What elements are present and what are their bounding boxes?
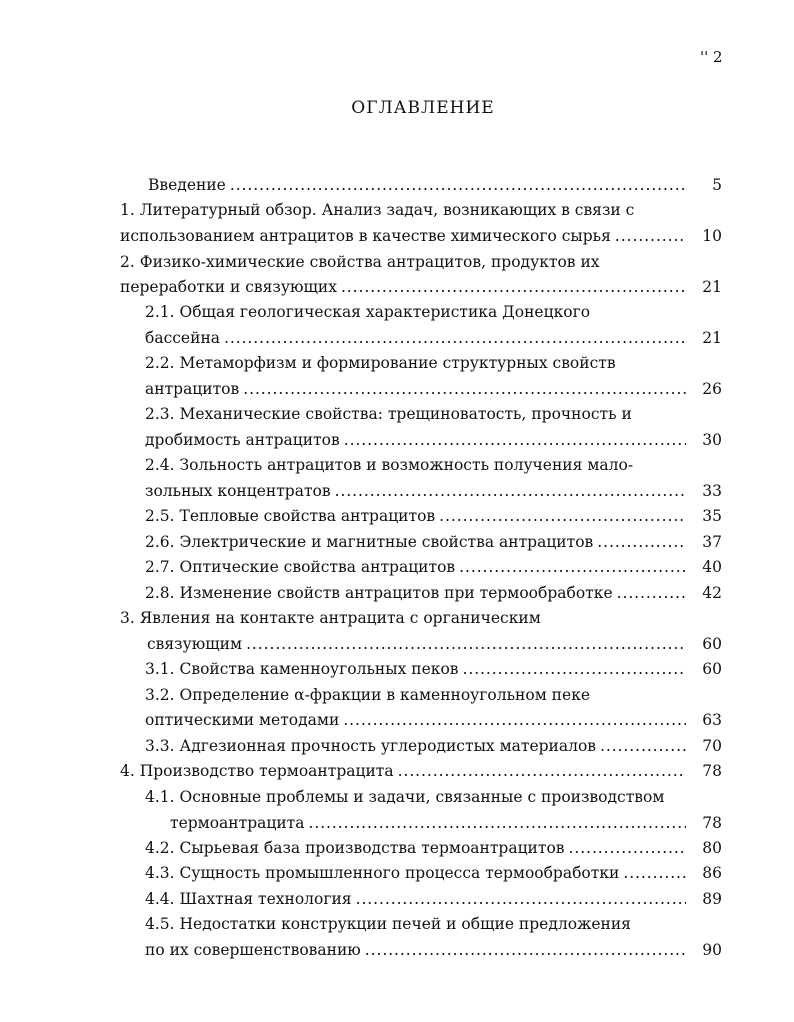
toc-leader-dots — [243, 376, 686, 402]
toc-leader-dots — [335, 478, 686, 504]
toc-leader-dots — [224, 325, 686, 351]
toc-page-number: 5 — [712, 176, 722, 194]
toc-entry-text: термоантрацита — [170, 814, 305, 832]
toc-entry-text: использованием антрацитов в качестве химического сырья — [120, 227, 611, 245]
toc-leader-dots — [600, 733, 686, 759]
toc-entry-text: 1. Литературный обзор. Анализ задач, возникающих в связи с — [120, 201, 635, 219]
toc-entry-text: 4.5. Недостатки конструкции печей и общие предложения — [145, 915, 631, 933]
toc-entry-text: 4.4. Шахтная технология — [145, 890, 352, 908]
toc-entry-text: 2.2. Метаморфизм и формирование структурных свойств — [145, 354, 616, 372]
toc-entry-text: оптическими методами — [145, 711, 340, 729]
toc-leader-dots — [343, 707, 686, 733]
toc-page-number: 78 — [702, 762, 722, 780]
toc-leader-dots — [597, 529, 686, 555]
toc-page-number: 86 — [702, 864, 722, 882]
toc-page-number: 30 — [702, 431, 722, 449]
toc-entry-text: 4.1. Основные проблемы и задачи, связанные с производством — [145, 788, 665, 806]
toc-entry-text: 2.7. Оптические свойства антрацитов — [145, 558, 456, 576]
toc-entry-text: связующим — [147, 635, 243, 653]
toc-page-number: 70 — [702, 737, 722, 755]
toc-page-number: 37 — [702, 533, 722, 551]
toc-leader-dots — [459, 554, 686, 580]
toc-entry-text: 4.2. Сырьевая база производства термоантрацитов — [145, 839, 565, 857]
toc-entry-text: 2.3. Механические свойства: трещиноватость, прочность и — [145, 405, 632, 423]
toc-page-number: 60 — [702, 635, 722, 653]
toc-leader-dots — [439, 503, 686, 529]
page-number: '' 2 — [700, 48, 723, 66]
toc-entry-text: 2.5. Тепловые свойства антрацитов — [145, 507, 436, 525]
toc-page-number: 78 — [702, 814, 722, 832]
toc-leader-dots — [356, 886, 686, 912]
toc-entry-text: Введение — [148, 176, 226, 194]
toc-page-number: 21 — [702, 329, 722, 347]
toc-leader-dots — [344, 427, 686, 453]
toc-entry-text: бассейна — [145, 329, 221, 347]
toc-entry-text: 2.1. Общая геологическая характеристика Донецкого — [145, 303, 591, 321]
toc-page-number: 21 — [702, 278, 722, 296]
toc-entry-text: дробимость антрацитов — [145, 431, 340, 449]
page-title: ОГЛАВЛЕНИЕ — [351, 98, 495, 118]
toc-page-number: 35 — [702, 507, 722, 525]
toc-leader-dots — [341, 274, 686, 300]
toc-page-number: 40 — [702, 558, 722, 576]
toc-entry-text: по их совершенствованию — [145, 941, 361, 959]
toc-entry-text: 2.8. Изменение свойств антрацитов при термообработке — [145, 584, 613, 602]
toc-page-number: 42 — [702, 584, 722, 602]
toc-leader-dots — [230, 172, 686, 198]
toc-entry-text: 3.1. Свойства каменноугольных пеков — [145, 660, 459, 678]
toc-leader-dots — [246, 631, 686, 657]
toc-entry-text: 3. Явления на контакте антрацита с органическим — [120, 609, 541, 627]
toc-page-number: 90 — [702, 941, 722, 959]
toc-entry-text: 2.4. Зольность антрацитов и возможность получения мало- — [145, 456, 634, 474]
toc-page-number: 33 — [702, 482, 722, 500]
toc-page-number: 80 — [702, 839, 722, 857]
toc-entry-text: антрацитов — [145, 380, 240, 398]
toc-entry-text: 4.3. Сущность промышленного процесса термообработки — [145, 864, 620, 882]
toc-leader-dots — [623, 860, 686, 886]
toc-entry-text: зольных концентратов — [145, 482, 331, 500]
toc-leader-dots — [463, 656, 687, 682]
toc-page-number: 26 — [702, 380, 722, 398]
toc-entry-text: 3.3. Адгезионная прочность углеродистых материалов — [145, 737, 597, 755]
toc-entry-text: 2. Физико-химические свойства антрацитов, продуктов их — [120, 253, 600, 271]
toc-entry-text: переработки и связующих — [120, 278, 337, 296]
toc-leader-dots — [617, 580, 686, 606]
toc-leader-dots — [398, 758, 686, 784]
toc-page-number: 60 — [702, 660, 722, 678]
toc-entry-text: 4. Производство термоантрацита — [120, 762, 394, 780]
toc-page-number: 63 — [702, 711, 722, 729]
toc-leader-dots — [569, 835, 686, 861]
toc-leader-dots — [615, 223, 686, 249]
toc-entry-text: 3.2. Определение α-фракции в каменноугольном пеке — [145, 686, 591, 704]
toc-entry-text: 2.6. Электрические и магнитные свойства антрацитов — [145, 533, 594, 551]
toc-page-number: 10 — [702, 227, 722, 245]
toc-page-number: 89 — [702, 890, 722, 908]
toc-leader-dots — [365, 937, 686, 963]
toc-leader-dots — [308, 810, 686, 836]
